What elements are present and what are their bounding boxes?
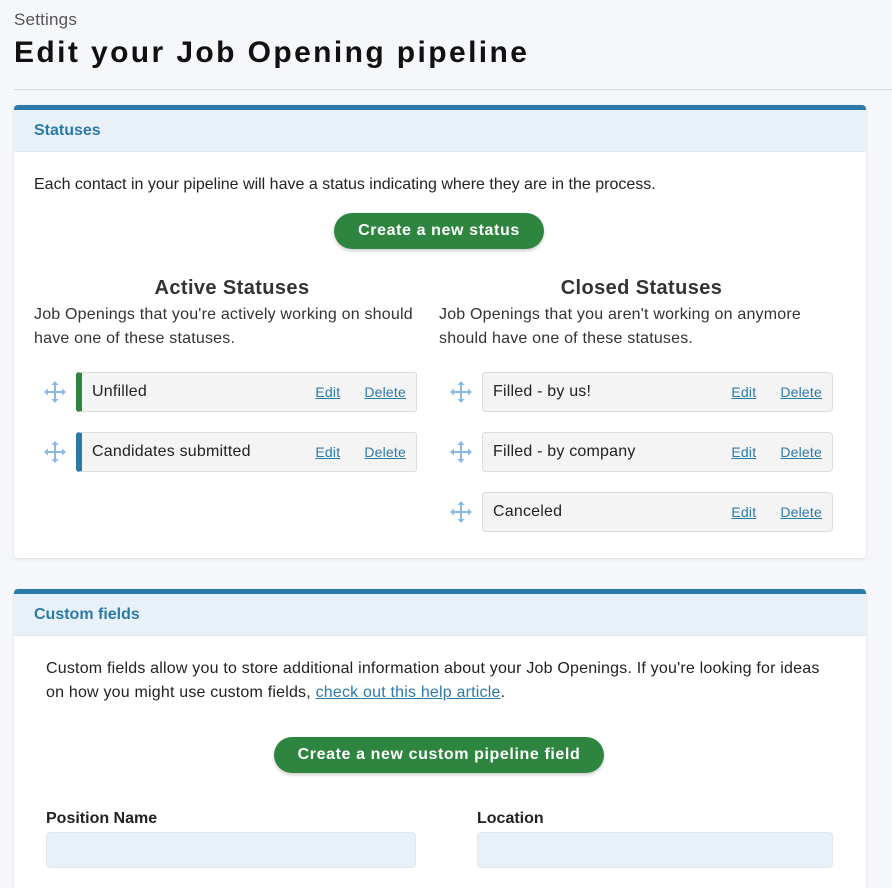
edit-status-link[interactable]: Edit [731, 504, 757, 520]
edit-status-link[interactable]: Edit [731, 384, 757, 400]
statuses-card [14, 105, 866, 558]
edit-status-link[interactable]: Edit [315, 384, 341, 400]
edit-status-link[interactable]: Edit [315, 444, 341, 460]
custom-fields-intro-text: Custom fields allow you to store additional information about your Job Openings. If you're looking for ideas on how you might use custom fields, [46, 660, 820, 701]
active-status-row [42, 372, 417, 412]
location-label: Location [477, 810, 544, 827]
status-name: Canceled [493, 503, 563, 520]
custom-fields-card-header [14, 594, 866, 636]
custom-fields-card-title: Custom fields [34, 605, 140, 623]
status-name: Filled - by company [493, 443, 636, 460]
delete-status-link[interactable]: Delete [780, 444, 822, 460]
delete-status-link[interactable]: Delete [780, 504, 822, 520]
active-statuses-heading: Active Statuses [154, 277, 310, 299]
status-item-candidates-submitted [76, 432, 417, 472]
move-arrows-icon[interactable] [42, 379, 68, 405]
closed-statuses-heading: Closed Statuses [560, 277, 723, 299]
header-divider [14, 89, 892, 90]
statuses-card-title: Statuses [34, 121, 101, 139]
active-statuses-description: Job Openings that you're actively working on should have one of these statuses. [34, 306, 413, 347]
closed-status-row [448, 432, 833, 472]
breadcrumb[interactable]: Settings [14, 10, 78, 29]
statuses-card-header [14, 110, 866, 152]
location-field[interactable] [477, 832, 833, 868]
delete-status-link[interactable]: Delete [364, 444, 406, 460]
create-status-button[interactable]: Create a new status [334, 213, 544, 249]
status-item-filled-by-us [482, 372, 833, 412]
closed-status-row [448, 372, 833, 412]
custom-fields-intro [46, 657, 836, 705]
closed-status-row [448, 492, 833, 532]
move-arrows-icon[interactable] [448, 499, 474, 525]
delete-status-link[interactable]: Delete [364, 384, 406, 400]
status-item-filled-by-company [482, 432, 833, 472]
status-item-canceled [482, 492, 833, 532]
delete-status-link[interactable]: Delete [780, 384, 822, 400]
edit-status-link[interactable]: Edit [731, 444, 757, 460]
custom-fields-intro-end: . [500, 684, 506, 701]
status-name: Unfilled [92, 383, 147, 400]
closed-statuses-description: Job Openings that you aren't working on anymore should have one of these statuses. [439, 306, 801, 347]
help-article-link[interactable]: check out this help article [315, 684, 501, 701]
page-header [14, 10, 529, 70]
position-name-field[interactable] [46, 832, 416, 868]
custom-fields-card [14, 589, 866, 888]
status-name: Candidates submitted [92, 443, 251, 460]
active-status-row [42, 432, 417, 472]
status-name: Filled - by us! [493, 383, 592, 400]
page-title: Edit your Job Opening pipeline [14, 36, 530, 69]
move-arrows-icon[interactable] [448, 379, 474, 405]
position-name-label: Position Name [46, 810, 158, 827]
move-arrows-icon[interactable] [42, 439, 68, 465]
move-arrows-icon[interactable] [448, 439, 474, 465]
create-custom-field-button[interactable]: Create a new custom pipeline field [274, 737, 604, 773]
status-item-unfilled [76, 372, 417, 412]
statuses-intro: Each contact in your pipeline will have a status indicating where they are in the process. [34, 176, 656, 193]
